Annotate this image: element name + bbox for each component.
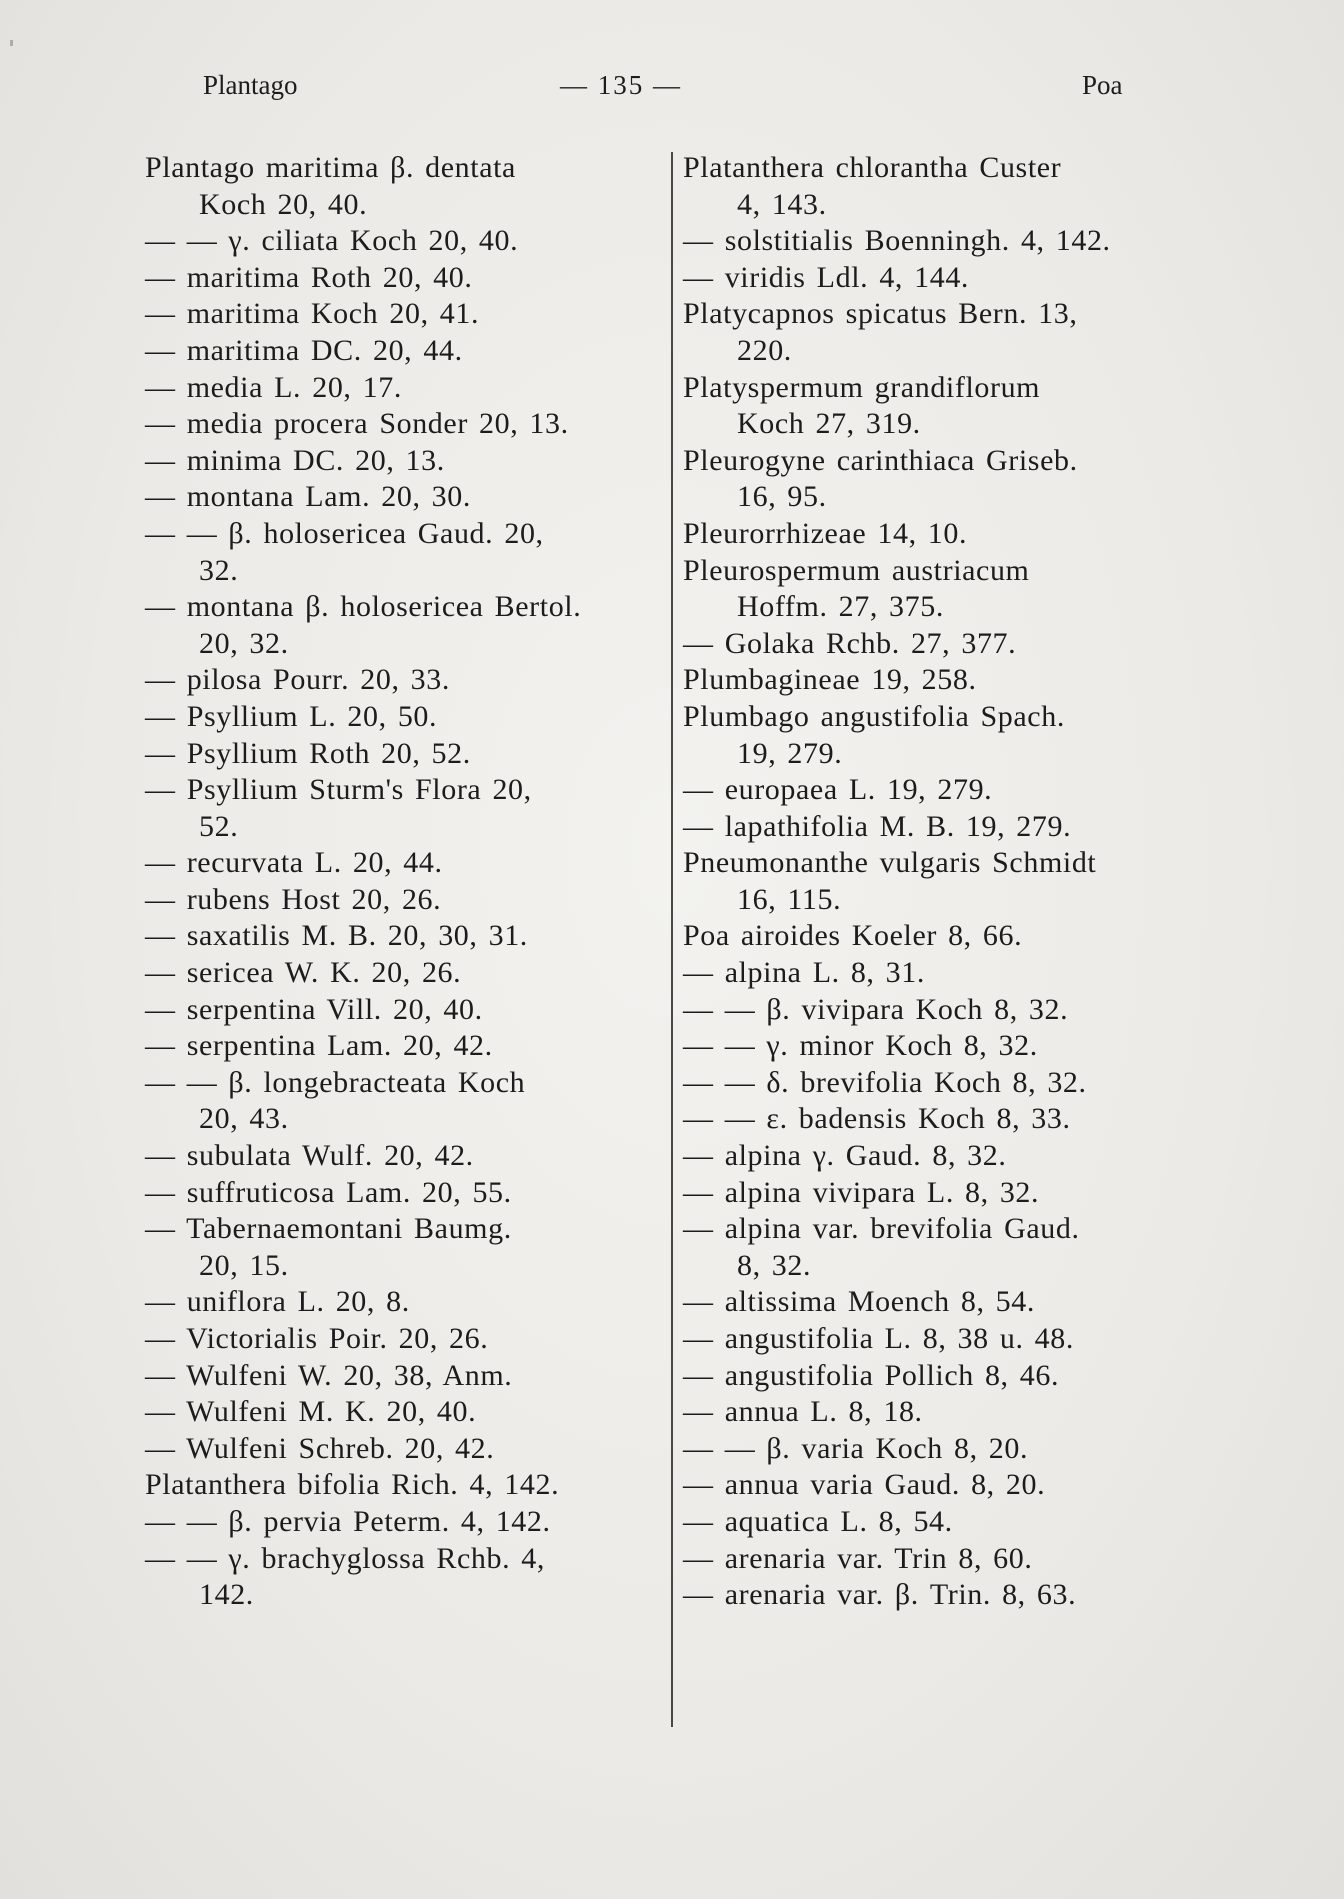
index-entry-line: — subulata Wulf. 20, 42. bbox=[145, 1139, 474, 1173]
index-column-right bbox=[683, 150, 1213, 1614]
index-entry-line: — Psyllium Sturm's Flora 20, bbox=[145, 773, 532, 807]
index-entry-line: Plumbagineae 19, 258. bbox=[683, 663, 977, 697]
index-entry-line: — uniflora L. 20, 8. bbox=[145, 1285, 410, 1319]
index-entry-line: — Golaka Rchb. 27, 377. bbox=[683, 626, 1017, 660]
index-entry-line: Pleurogyne carinthiaca Griseb. bbox=[683, 443, 1078, 477]
index-entry-line: — Wulfeni W. 20, 38, Anm. bbox=[145, 1358, 513, 1392]
index-entry-line: — — β. pervia Peterm. 4, 142. bbox=[145, 1504, 551, 1538]
index-entry-line: — altissima Moench 8, 54. bbox=[683, 1285, 1035, 1319]
index-entry-line: — media L. 20, 17. bbox=[145, 370, 402, 404]
index-entry-line: Platanthera chlorantha Custer bbox=[683, 151, 1062, 184]
page-number: — 135 — bbox=[560, 70, 682, 100]
index-entry-line: — pilosa Pourr. 20, 33. bbox=[145, 663, 450, 697]
index-entry-line: Poa airoides Koeler 8, 66. bbox=[683, 919, 1023, 953]
index-entry-line: Hoffm. 27, 375. bbox=[737, 590, 944, 624]
index-entry-line: — Wulfeni M. K. 20, 40. bbox=[145, 1395, 477, 1429]
index-entry-line: Koch 27, 319. bbox=[737, 407, 921, 441]
index-entry-line: — montana β. holosericea Bertol. bbox=[145, 590, 582, 624]
index-entry-line: — — γ. minor Koch 8, 32. bbox=[683, 1029, 1038, 1063]
index-entry-line: — annua varia Gaud. 8, 20. bbox=[683, 1468, 1046, 1502]
index-entry-line: Platycapnos spicatus Bern. 13, bbox=[683, 297, 1078, 331]
index-entry-line: 142. bbox=[199, 1578, 254, 1612]
index-entry-line: — serpentina Vill. 20, 40. bbox=[145, 992, 483, 1026]
index-entry-line: — — γ. ciliata Koch 20, 40. bbox=[145, 224, 519, 258]
index-column-left bbox=[145, 150, 665, 1614]
index-entry-line: 52. bbox=[199, 809, 239, 843]
index-entry-line: — montana Lam. 20, 30. bbox=[145, 480, 471, 514]
index-entry-line: — solstitialis Boenningh. 4, 142. bbox=[683, 224, 1111, 258]
index-entry-line: — lapathifolia M. B. 19, 279. bbox=[683, 809, 1072, 843]
index-entry-line: — rubens Host 20, 26. bbox=[145, 882, 442, 916]
index-entry-line: — maritima Koch 20, 41. bbox=[145, 297, 480, 331]
index-entry-line: — arenaria var. Trin 8, 60. bbox=[683, 1541, 1033, 1575]
index-entry-line: 32. bbox=[199, 553, 239, 587]
index-entry-line: — saxatilis M. B. 20, 30, 31. bbox=[145, 919, 528, 953]
index-entry-line: — alpina vivipara L. 8, 32. bbox=[683, 1175, 1040, 1209]
index-entry-line: — minima DC. 20, 13. bbox=[145, 443, 445, 477]
index-entry-line: — angustifolia Pollich 8, 46. bbox=[683, 1358, 1060, 1392]
index-entry-line: 20, 43. bbox=[199, 1102, 289, 1136]
index-entry-line: 16, 95. bbox=[737, 480, 827, 514]
index-entry-line: Pleurorrhizeae 14, 10. bbox=[683, 516, 968, 550]
index-entry-line: — — β. longebracteata Koch bbox=[145, 1065, 526, 1099]
index-entry-line: — — ε. badensis Koch 8, 33. bbox=[683, 1102, 1071, 1136]
index-entry-line: — media procera Sonder 20, 13. bbox=[145, 407, 569, 441]
header-left-keyword: Plantago bbox=[203, 70, 298, 100]
index-entry-line: — annua L. 8, 18. bbox=[683, 1395, 923, 1429]
index-entry-line: Pleurospermum austriacum bbox=[683, 553, 1030, 587]
index-entry-line: — Wulfeni Schreb. 20, 42. bbox=[145, 1431, 495, 1465]
index-entry-line: — europaea L. 19, 279. bbox=[683, 773, 993, 807]
index-entry-line: 20, 32. bbox=[199, 626, 289, 660]
index-entry-line: — Psyllium L. 20, 50. bbox=[145, 699, 438, 733]
index-entry-line: Plumbago angustifolia Spach. bbox=[683, 699, 1065, 733]
index-entry-line: Plantago maritima β. dentata bbox=[145, 151, 516, 184]
index-entry-line: — Victorialis Poir. 20, 26. bbox=[145, 1322, 489, 1355]
index-entry-line: — — δ. brevifolia Koch 8, 32. bbox=[683, 1065, 1087, 1099]
index-entry-line: — serpentina Lam. 20, 42. bbox=[145, 1029, 493, 1063]
index-entry-line: 20, 15. bbox=[199, 1248, 289, 1282]
index-entry-line: — arenaria var. β. Trin. 8, 63. bbox=[683, 1578, 1077, 1612]
index-entry-line: — Tabernaemontani Baumg. bbox=[145, 1212, 512, 1246]
index-entry-line: — alpina γ. Gaud. 8, 32. bbox=[683, 1139, 1007, 1173]
index-entry-line: Koch 20, 40. bbox=[199, 187, 368, 221]
index-entry-line: — alpina L. 8, 31. bbox=[683, 956, 925, 990]
index-entry-line: Platanthera bifolia Rich. 4, 142. bbox=[145, 1468, 560, 1502]
index-entry-line: 220. bbox=[737, 333, 792, 367]
index-entry-line: — aquatica L. 8, 54. bbox=[683, 1504, 953, 1538]
index-entry-line: Platyspermum grandiflorum bbox=[683, 370, 1041, 404]
index-entry-line: — Psyllium Roth 20, 52. bbox=[145, 736, 471, 770]
index-entry-line: — — β. vivipara Koch 8, 32. bbox=[683, 992, 1069, 1026]
index-entry-line: — suffruticosa Lam. 20, 55. bbox=[145, 1175, 512, 1209]
scan-speck bbox=[10, 40, 13, 46]
index-entry-line: — viridis Ldl. 4, 144. bbox=[683, 260, 970, 294]
index-entry-line: — — β. varia Koch 8, 20. bbox=[683, 1431, 1029, 1465]
index-entry-line: — recurvata L. 20, 44. bbox=[145, 846, 443, 880]
column-divider bbox=[671, 152, 673, 1727]
index-entry-line: — alpina var. brevifolia Gaud. bbox=[683, 1212, 1080, 1246]
index-entry-line: — — γ. brachyglossa Rchb. 4, bbox=[145, 1541, 546, 1575]
index-entry-line: — sericea W. K. 20, 26. bbox=[145, 956, 462, 990]
index-entry-line: 4, 143. bbox=[737, 187, 827, 221]
running-header bbox=[0, 70, 1344, 110]
index-entry-line: — — β. holosericea Gaud. 20, bbox=[145, 516, 544, 550]
index-entry-line: 19, 279. bbox=[737, 736, 843, 770]
index-entry-line: — angustifolia L. 8, 38 u. 48. bbox=[683, 1322, 1074, 1355]
index-entry-line: 16, 115. bbox=[737, 882, 842, 916]
index-entry-line: 8, 32. bbox=[737, 1248, 812, 1282]
index-entry-line: — maritima Roth 20, 40. bbox=[145, 260, 473, 294]
header-right-keyword: Poa bbox=[1082, 70, 1123, 100]
index-entry-line: — maritima DC. 20, 44. bbox=[145, 333, 463, 367]
index-entry-line: Pneumonanthe vulgaris Schmidt bbox=[683, 846, 1097, 880]
